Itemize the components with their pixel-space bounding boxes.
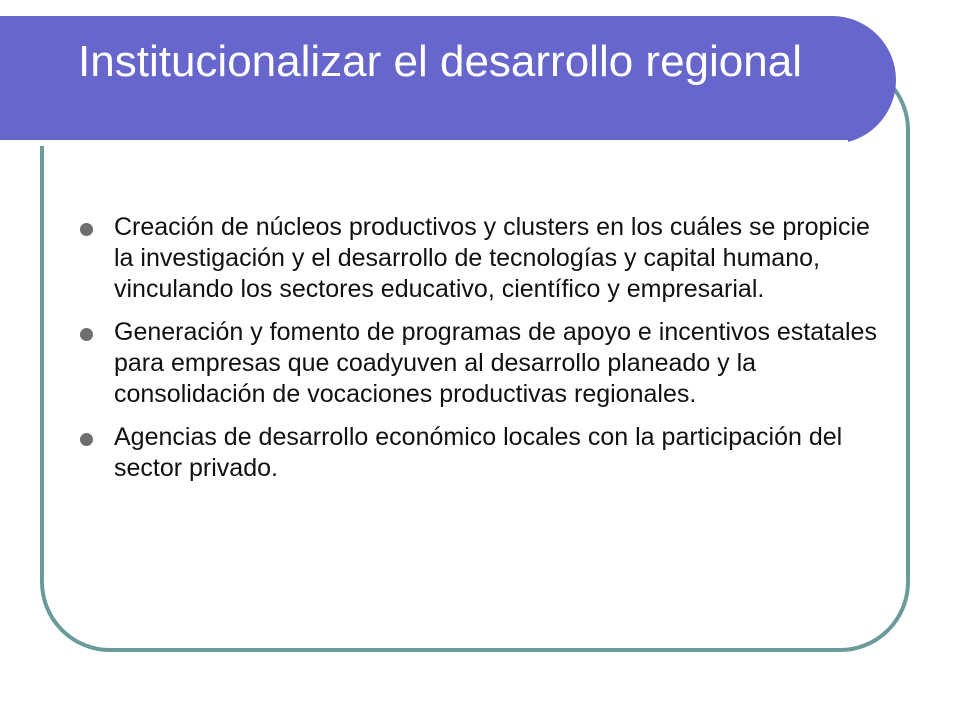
bullet-text: Generación y fomento de programas de apoyo e incentivos estatales para empresas que coadyuven al desarrollo planeado y la consolidación de vocaciones productivas regionales.	[114, 318, 877, 408]
bullet-list	[80, 212, 880, 496]
slide-title: Institucionalizar el desarrollo regional	[78, 37, 802, 86]
bullet-item	[80, 212, 880, 305]
bullet-dot-icon	[80, 328, 93, 341]
bullet-dot-icon	[80, 223, 93, 236]
bullet-dot-icon	[80, 433, 93, 446]
title-bar	[0, 16, 896, 144]
title-underline	[0, 140, 848, 146]
bullet-item	[80, 317, 880, 410]
bullet-item	[80, 422, 880, 484]
bullet-text: Agencias de desarrollo económico locales con la participación del sector privado.	[114, 423, 843, 482]
bullet-text: Creación de núcleos productivos y clusters en los cuáles se propicie la investigación y el desarrollo de tecnologías y capital humano, vinculando los sectores educativo, científico y empresarial.	[114, 213, 870, 303]
